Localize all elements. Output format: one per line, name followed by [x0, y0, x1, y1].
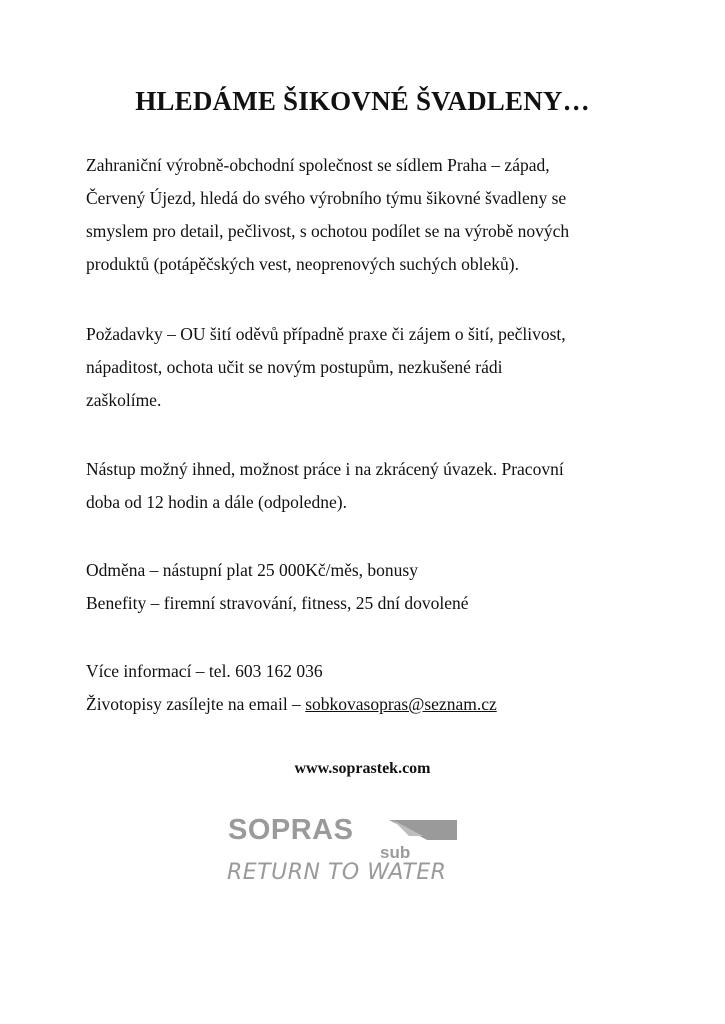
logo-tagline: RETURN TO WATER — [227, 860, 447, 885]
paragraph-line: Zahraniční výrobně-obchodní společnost se sídlem Praha – západ, — [86, 155, 550, 175]
page-title: HLEDÁME ŠIKOVNÉ ŠVADLENY… — [135, 86, 590, 116]
paragraph-line: zaškolíme. — [86, 390, 162, 410]
email-link[interactable]: sobkovasopras@seznam.cz — [305, 694, 497, 714]
paragraph-line: Odměna – nástupní plat 25 000Kč/měs, bonusy — [86, 560, 418, 580]
paragraph-intro — [86, 149, 666, 281]
email-prefix: Životopisy zasílejte na email – — [86, 694, 306, 714]
paragraph-start — [86, 453, 666, 519]
email-line — [86, 688, 666, 721]
paragraph-line: doba od 12 hodin a dále (odpoledne). — [86, 492, 347, 512]
paragraph-line: Červený Újezd, hledá do svého výrobního týmu šikovné švadleny se — [86, 188, 567, 208]
logo-sub-text: sub — [380, 843, 411, 862]
website-link[interactable]: www.soprastek.com — [294, 760, 431, 777]
paragraph-line: smyslem pro detail, pečlivost, s ochotou podílet se na výrobě nových — [86, 221, 570, 241]
phone-line: Více informací – tel. 603 162 036 — [86, 661, 323, 681]
paragraph-requirements — [86, 318, 666, 417]
paragraph-contact — [86, 655, 666, 721]
paragraph-benefits — [86, 554, 666, 620]
sopras-logo — [225, 814, 465, 894]
paragraph-line: Benefity – firemní stravování, fitness, 25 dní dovolené — [86, 593, 469, 613]
paragraph-line: nápaditost, ochota učit se novým postupům, nezkušené rádi — [86, 357, 503, 377]
paragraph-line: Požadavky – OU šití oděvů případně praxe či zájem o šití, pečlivost, — [86, 324, 566, 344]
logo-brand-text: SOPRAS — [228, 814, 354, 846]
paragraph-line: Nástup možný ihned, možnost práce i na zkrácený úvazek. Pracovní — [86, 459, 564, 479]
paragraph-line: produktů (potápěčských vest, neoprenových suchých obleků). — [86, 254, 520, 274]
